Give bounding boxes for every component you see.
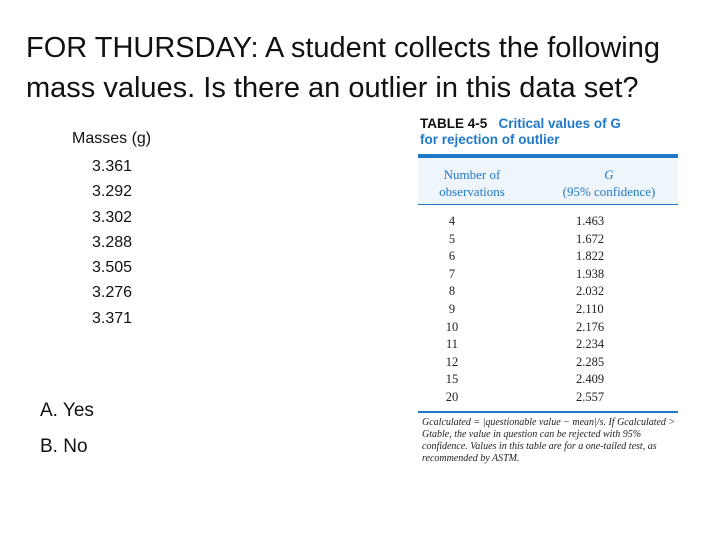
mass-value: 3.276 [92,284,133,302]
mass-value: 3.505 [92,259,133,277]
table-caption [420,116,678,148]
question-title [26,28,716,108]
question-line-2: mass values. Is there an outlier in this data set? [26,72,639,104]
g-value-cell: 1.938 [576,266,605,281]
table-row [418,354,678,372]
table-title-line-1: Critical values of G [498,116,621,131]
header-g [544,166,674,200]
g-value-cell: 1.463 [576,214,605,228]
table-row [418,336,678,354]
g-value-cell: 2.110 [576,301,604,316]
observations-cell: 7 [448,266,456,281]
observations-cell: 8 [448,284,456,299]
observations-cell: 20 [445,389,459,404]
table-body [418,205,678,411]
observations-cell: 4 [448,214,456,228]
mass-value: 3.371 [92,309,133,327]
observations-cell: 12 [445,354,459,369]
table-number: TABLE 4-5 [420,116,488,131]
observations-cell: 9 [448,301,456,316]
masses-label: Masses (g) [72,130,152,147]
mass-value: 3.302 [92,208,133,226]
table-row [418,213,678,231]
g-value-cell: 2.409 [576,372,605,387]
table-frame [418,154,678,413]
g-value-cell: 2.176 [576,319,605,334]
question-line-1: FOR THURSDAY: A student collects the following [26,32,660,64]
table-row [418,248,678,266]
header-g-line-2: (95% confidence) [562,184,656,199]
g-value-cell: 2.032 [576,284,605,299]
table-row [418,319,678,337]
g-value-cell: 2.234 [576,337,605,352]
g-value-cell: 1.822 [576,249,605,264]
masses-list [92,157,132,334]
table-row [418,283,678,301]
table-title-line-2: for rejection of outlier [420,132,560,147]
header-observations-line-1: Number of [443,167,501,182]
observations-cell: 10 [445,319,459,334]
mass-value: 3.292 [92,183,133,201]
header-observations [422,166,522,200]
table-header [418,158,678,205]
header-observations-line-2: observations [439,184,505,199]
critical-values-table [418,116,678,465]
table-row [418,231,678,249]
mass-value: 3.288 [92,233,133,251]
g-value-cell: 1.672 [576,231,605,246]
mass-value: 3.361 [92,158,133,175]
table-row [418,301,678,319]
header-g-line-1: G [604,167,614,182]
g-value-cell: 2.285 [576,354,605,369]
observations-cell: 11 [445,337,459,352]
choice-a: A. Yes [40,400,94,421]
choice-b: B. No [40,436,88,457]
g-value-cell: 2.557 [576,389,605,404]
observations-cell: 6 [448,249,456,264]
table-footnote: Gcalculated = |questionable value − mean|/s. If Gcalculated > Gtable, the value in question can be rejected with 95% confidence. Values in this table are for a one-tailed test, as recommended by ASTM. [422,416,676,464]
observations-cell: 5 [448,231,456,246]
observations-cell: 15 [445,372,459,387]
table-row [418,266,678,284]
table-row [418,371,678,389]
table-row [418,389,678,407]
